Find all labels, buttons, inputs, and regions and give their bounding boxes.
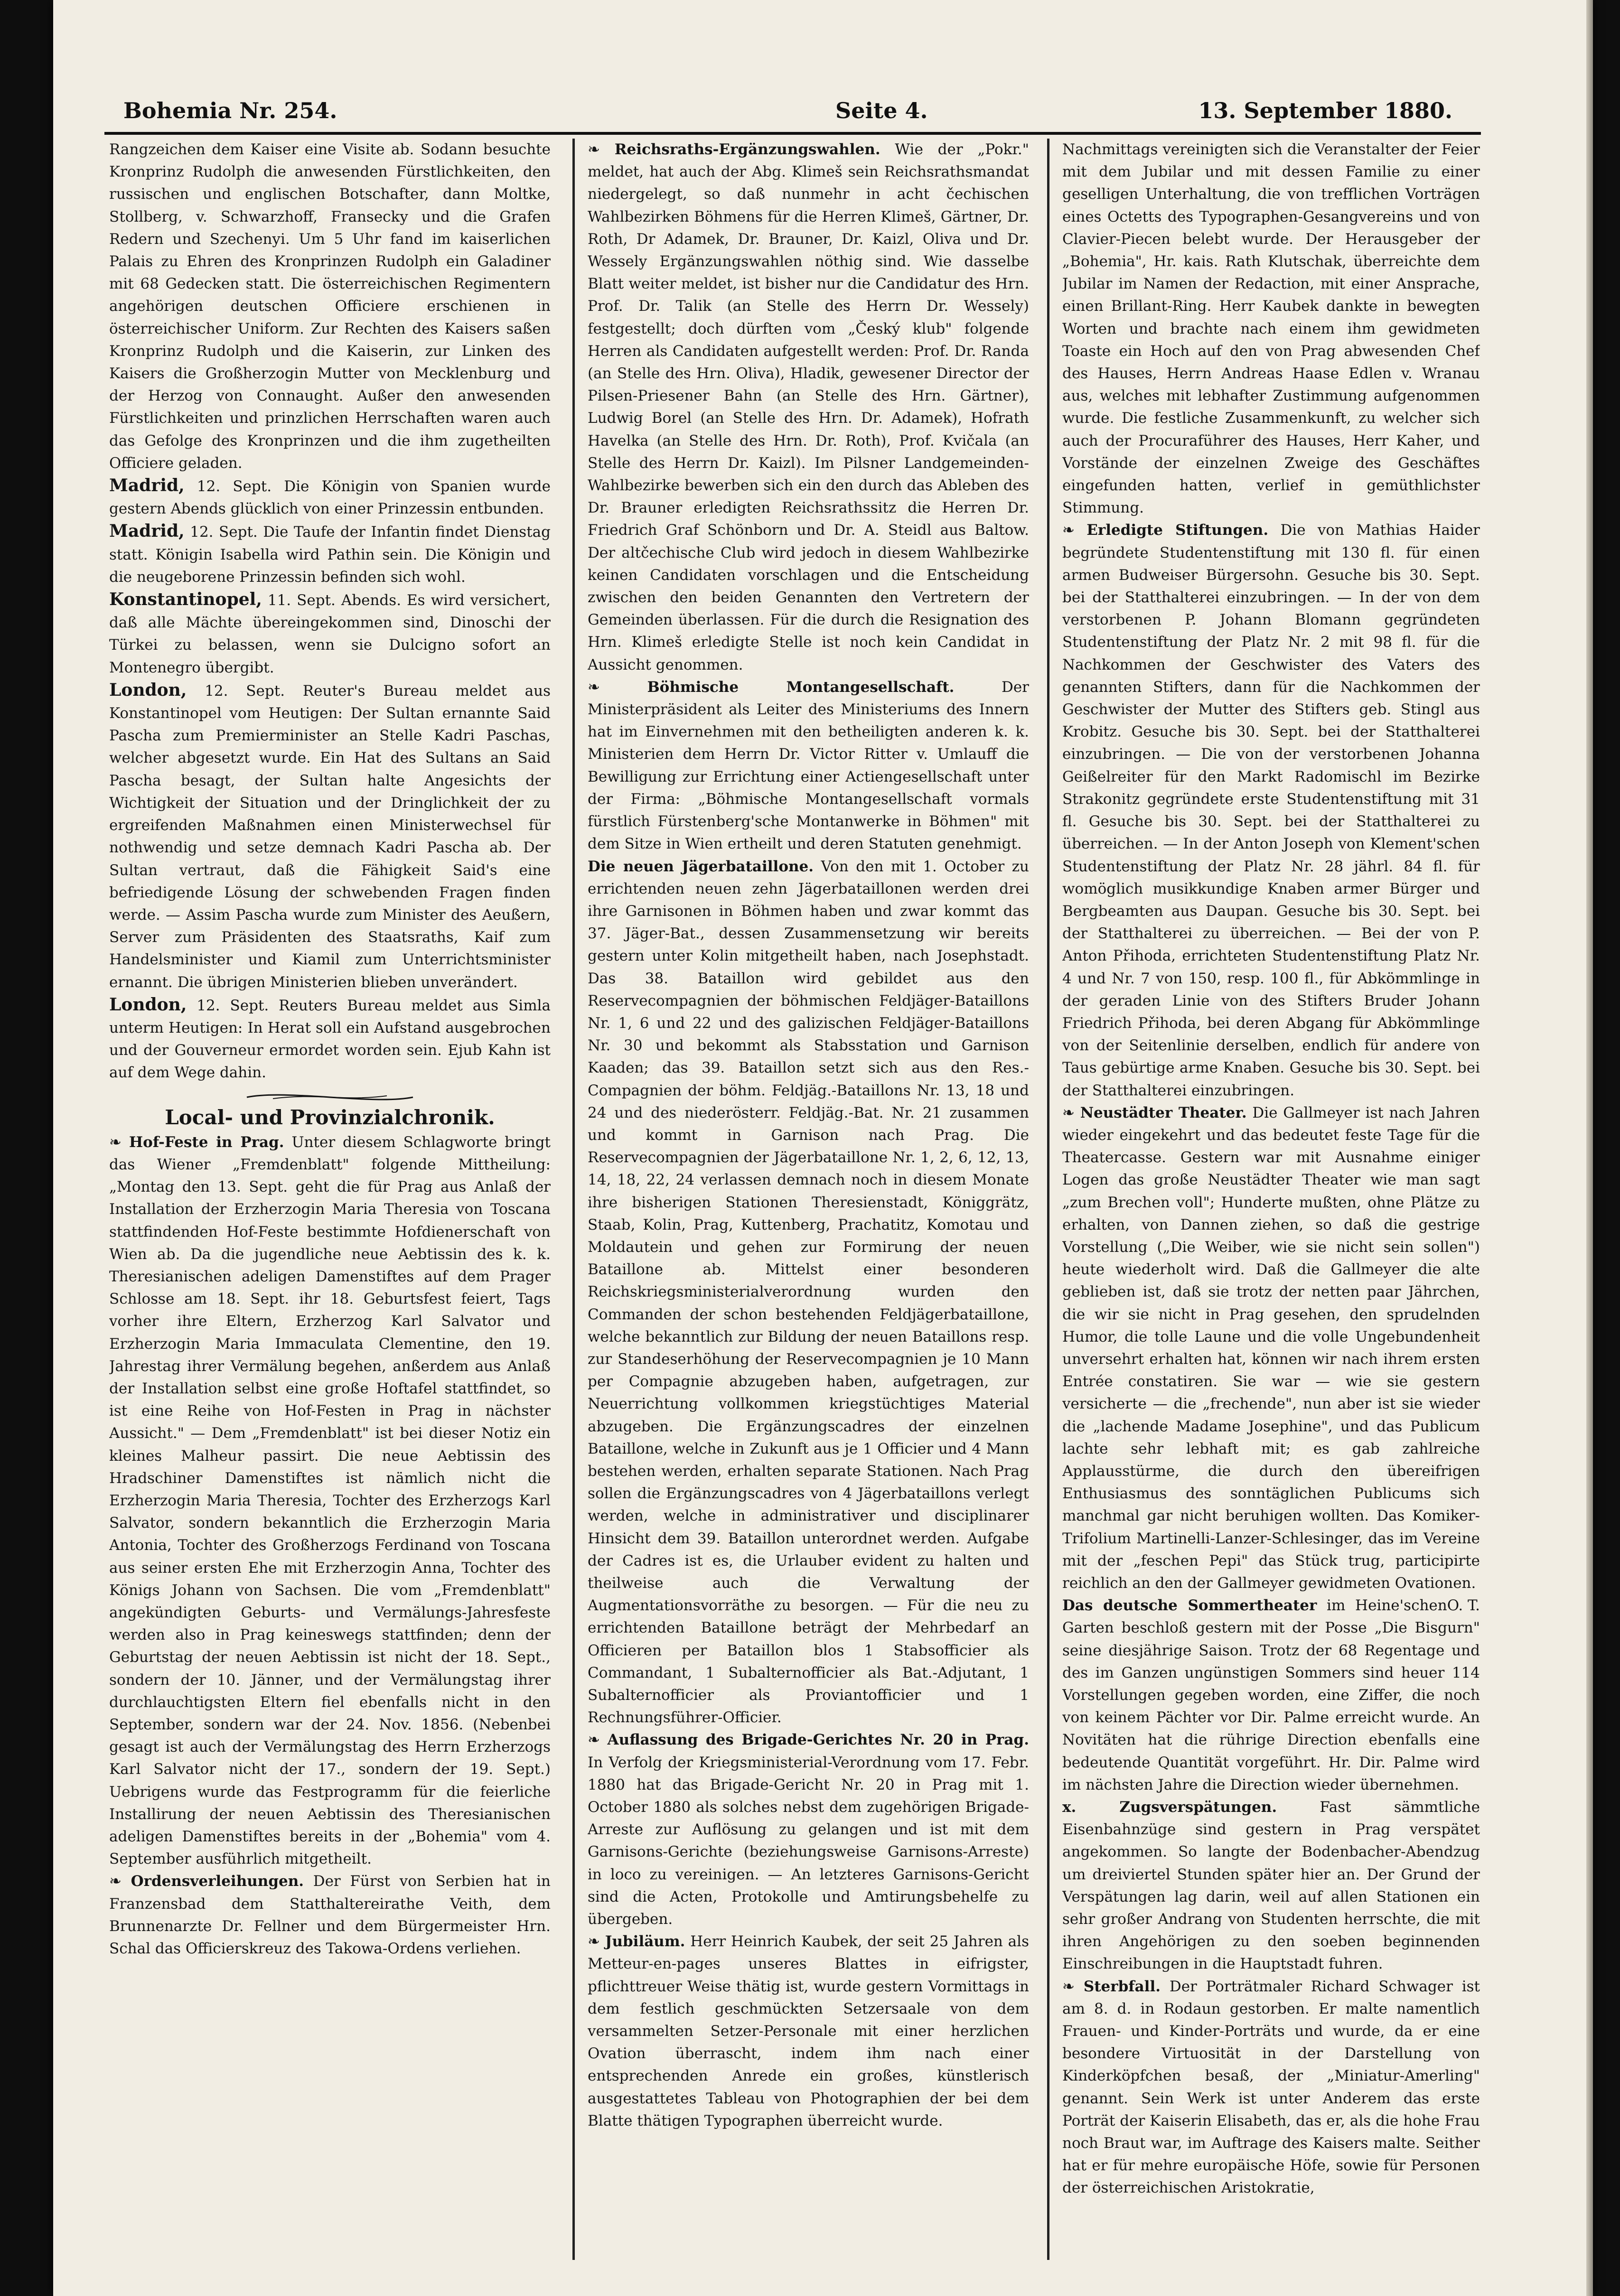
- bullet-mark: ❧: [109, 1133, 122, 1151]
- column-2: [588, 139, 1029, 2260]
- article-heading: Ordensverleihungen.: [131, 1873, 304, 1890]
- article-sterbfall: [1062, 1976, 1480, 2200]
- article-heading: Neustädter Theater.: [1080, 1104, 1247, 1121]
- news-item-madrid-1: [109, 475, 551, 520]
- column-1: [109, 139, 551, 2260]
- article-jubilaeum: [588, 1931, 1029, 2132]
- article-text: Der Fürst von Serbien hat in Franzensbad dem Statthaltereirathe Veith, dem Brunnenarzte Dr. Fellner und dem Bürgermeister Hrn. Schal das Officierskreuz des Takowa-Ordens verliehen.: [109, 1873, 551, 1958]
- article-text: Unter diesem Schlagworte bringt das Wiener „Fremdenblatt" folgende Mittheilung: „Montag den 13. Sept. geht die für Prag aus Anlaß der Installation der Erzherzogin Maria Theresia von Toscana stattfindenden Hof-Feste bestimmte Hofdienerschaft von Wien ab. Da die jugendliche neue Aebtissin des k. k. Theresianischen adeligen Damenstiftes auf dem Prager Schlosse am 18. Sept. ihr 18. Geburtsfest feiert, Tags vorher ihre Eltern, Erzherzog Karl Salvator und Erzherzogin Maria Immaculata Clementine, den 19. Jahrestag ihrer Vermälung begehen, anßerdem aus Anlaß der Installation selbst eine große Hoftafel stattfindet, so ist eine Reihe von Hof-Festen in Prag in nächster Aussicht." — Dem „Fremdenblatt" ist bei dieser Notiz ein kleines Malheur passirt. Die neue Aebtissin des Hradschiner Damenstiftes ist nämlich nicht die Erzherzogin Maria Theresia, Tochter des Erzherzogs Karl Salvator, sondern bekanntlich die Erzherzogin Maria Antonia, Tochter des Großherzogs Ferdinand von Toscana aus seiner ersten Ehe mit Erzherzogin Anna, Tochter des Königs Johann von Sachsen. Die vom „Fremdenblatt" angekündigten Geburts- und Vermälungs-Jahresfeste werden also in Prag keineswegs stattfinden; denn der Geburtstag der neuen Aebtissin ist nicht der 18. Sept., sondern der 10. Jänner, und der Vermälungstag ihrer durchlauchtigsten Eltern fiel ebenfalls nicht in den September, sondern war der 24. Nov. 1856. (Nebenbei gesagt ist auch der Vermälungstag des Herrn Erzherzogs Karl Salvator nicht der 17., sondern der 19. Sept.) Uebrigens wurde das Festprogramm für die feierliche Installirung der neuen Aebtissin des Theresianischen adeligen Damenstiftes bereits in der „Bohemia" vom 4. September ausführlich mitgetheilt.: [109, 1133, 551, 1868]
- news-text: 12. Sept. Die Taufe der Infantin findet Dienstag statt. Königin Isabella wird Pathin sein. Die Königin und die neugeborene Prinzessin befinden sich wohl.: [109, 523, 551, 586]
- article-text: In Verfolg der Kriegsministerial-Verordnung vom 17. Febr. 1880 hat das Brigade-Gericht Nr. 20 in Prag mit 1. October 1880 als solches nebst dem zugehörigen Brigade-Arreste zur Auflösung zu gelangen und ist mit dem Garnisons-Gerichte (beziehungsweise Garnisons-Arreste) in loco zu vereinigen. — An letzteres Garnisons-Gericht sind die Acten, Protokolle und Amtirungsbehelfe zu übergeben.: [588, 1754, 1029, 1928]
- bullet-mark: ❧: [109, 1873, 122, 1890]
- article-text: Wie der „Pokr." meldet, hat auch der Abg. Klimeš sein Reichsrathsmandat niedergelegt, so daß nunmehr in acht čechischen Wahlbezirken Böhmens für die Herren Klimeš, Gärtner, Dr. Roth, Dr Adamek, Dr. Brauner, Dr. Kaizl, Oliva und Dr. Wessely Ergänzungswahlen nöthig sind. Wie dasselbe Blatt weiter meldet, ist bisher nur die Candidatur des Hrn. Prof. Dr. Talik (an Stelle des Herrn Dr. Wessely) festgestellt; doch dürften vom „Český klub" folgende Herren als Candidaten aufgestellt werden: Prof. Dr. Randa (an Stelle des Hrn. Oliva), Hladik, gewesener Director der Pilsen-Priesener Bahn (an Stelle des Hrn. Gärtner), Ludwig Borel (an Stelle des Hrn. Dr. Adamek), Hofrath Havelka (an Stelle des Hrn. Dr. Roth), Prof. Kvičala (an Stelle des Herrn Dr. Kaizl). Im Pilsner Landgemeinden-Wahlbezirke bewerben sich ein den durch das Ableben des Dr. Brauner erledigten Reichsrathssitz die Herren Dr. Friedrich Graf Schönborn und Dr. A. Steidl aus Baltow. Der altčechische Club wird jedoch in diesem Wahlbezirke keinen Candidaten vorschlagen und die Entscheidung zwischen den beiden Genannten den Vertretern der Gemeinden überlassen. Für die durch die Resignation des Hrn. Klimeš erledigte Stelle ist noch kein Candidat in Aussicht genommen.: [588, 141, 1029, 673]
- article-heading: Die neuen Jägerbataillone.: [588, 858, 814, 875]
- article-text: Die von Mathias Haider begründete Studentenstiftung mit 130 fl. für einen armen Budweiser Bürgersohn. Gesuche bis 30. Sept. bei der Statthalterei einzubringen. — In der von dem verstorbenen P. Johann Blomann gegründeten Studentenstiftung der Platz Nr. 2 mit 98 fl. für die Nachkommen der Geschwister des Vaters des genannten Stifters, dann für die Nachkommen der Geschwister der Mutter des Stifters geb. Stingl aus Krobitz. Gesuche bis 30. Sept. bei der Statthalterei einzubringen. — Die von der verstorbenen Johanna Geißelreiter für den Markt Radomischl im Bezirke Strakonitz gegründete erste Studentenstiftung mit 31 fl. Gesuche bis 30. Sept. bei der Statthalterei zu überreichen. — In der Anton Joseph von Klement'schen Studentenstiftung der Platz Nr. 28 jährl. 84 fl. für womöglich musikkundige Knaben armer Bürger und Bergbeamten aus Daupan. Gesuche bis 30. Sept. bei der Statthalterei zu überreichen. — Bei der von P. Anton Přihoda, errichteten Studentenstiftung Platz Nr. 4 und Nr. 7 von 150, resp. 100 fl., für Abkömmlinge in der geraden Linie von des Stifters Bruder Johann Friedrich Přihoda, bei deren Abgang für Abkömmlinge von der Seitenlinie derselben, endlich für andere von Taus gebürtige arme Knaben. Gesuche bis 30. Sept. bei der Statthalterei einzubringen.: [1062, 522, 1480, 1099]
- column-divider-2: [1047, 139, 1049, 2260]
- article-heading: Sterbfall.: [1083, 1978, 1161, 1995]
- dateline-place: Madrid,: [109, 476, 185, 496]
- news-item-london-2: [109, 994, 551, 1084]
- article-text: im Heine'schen Garten beschloß gestern mit der Posse „Die Bisgurn" seine diesjährige Saison. Trotz der 68 Regentage und des im Ganzen ungünstigen Sommers sind heuer 114 Vorstellungen gegeben worden, eine Ziffer, die noch von keinem Pächter vor Dir. Palme erreicht wurde. An Novitäten hat die rührige Direction ebenfalls eine bedeutende Quantität vorgeführt. Hr. Dir. Palme wird im nächsten Jahre die Direction wieder übernehmen.: [1062, 1597, 1480, 1793]
- article-sommertheater: [1062, 1595, 1480, 1796]
- header-rule: [104, 132, 1481, 135]
- article-signature: O. T.: [1447, 1597, 1480, 1615]
- article-ordensverleihungen: [109, 1870, 551, 1960]
- bullet-mark: ❧: [1062, 522, 1075, 539]
- news-text: 12. Sept. Reuter's Bureau meldet aus Konstantinopel vom Heutigen: Der Sultan ernannte Said Pascha zum Premierminister an Stelle Kadri Paschas, welcher abgesetzt wurde. Ein Hat des Sultans an Said Pascha besagt, der Sultan halte Angesichts der Wichtigkeit der Situation und der Dringlichkeit der zu ergreifenden Maßnahmen einen Ministerwechsel für nothwendig und setze demnach Kadri Pascha ab. Der Sultan vertraut, daß die Fähigkeit Said's eine befriedigende Lösung der schwebenden Fragen finden werde. — Assim Pascha wurde zum Minister des Aeußern, Server zum Präsidenten des Staatsraths, Kaif zum Handelsminister und Kiamil zum Unterrichtsminister ernannt. Die übrigen Ministerien blieben unverändert.: [109, 682, 551, 991]
- news-text: 12. Sept. Reuters Bureau meldet aus Simla unterm Heutigen: In Herat soll ein Aufstand ausgebrochen und der Gouverneur ermordet worden sein. Ejub Kahn ist auf dem Wege dahin.: [109, 997, 551, 1082]
- article-heading: Das deutsche Sommertheater: [1062, 1597, 1317, 1615]
- bullet-mark: ❧: [588, 141, 600, 158]
- header-issue: Bohemia Nr. 254.: [123, 98, 337, 123]
- article-text: Von den mit 1. October zu errichtenden neuen zehn Jägerbataillonen werden drei ihre Garnisonen in Böhmen haben und zwar kommt das 37. Jäger-Bat., dessen Zusammensetzung wir bereits gestern unter Kolin mitgetheilt haben, nach Josephstadt. Das 38. Bataillon wird gebildet aus den Reservecompagnien der böhmischen Feldjäger-Bataillons Nr. 1, 6 und 22 und des galizischen Feldjäger-Bataillons Nr. 30 und bekommt als Stabsstation und Garnison Kaaden; das 39. Bataillon setzt sich aus den Res.-Compagnien der böhm. Feldjäg.-Bataillons Nr. 13, 18 und 24 und des niederösterr. Feldjäg.-Bat. Nr. 21 zusammen und kommt in Garnison nach Prag. Die Reservecompagnien der Jägerbataillone Nr. 1, 2, 6, 12, 13, 14, 18, 22, 24 verlassen demnach noch in diesem Monate ihre bisherigen Stationen Theresienstadt, Königgrätz, Staab, Kolin, Prag, Kuttenberg, Prachatitz, Komotau und Moldautein und gehen zur Formirung der neuen Bataillone ab. Mittelst einer besonderen Reichskriegsministerialverordnung wurden den Commanden der schon bestehenden Feldjägerbataillone, welche bekanntlich zur Bildung der neuen Bataillons resp. zur Standeserhöhung der Reservecompagnien je 10 Mann per Compagnie abzugeben haben, aufgetragen, zur Neuerrichtung vollkommen kriegstüchtiges Material abzugeben. Die Ergänzungscadres der einzelnen Bataillone, welche in Zukunft aus je 1 Officier und 4 Mann bestehen werden, erhalten separate Stationen. Nach Prag sollen die Ergänzungscadres von 4 Jägerbataillons verlegt werden, welche in administrativer und disciplinarer Hinsicht dem 39. Bataillon unterordnet werden. Aufgabe der Cadres ist es, die Urlauber evident zu halten und theilweise auch die Verwaltung der Augmentationsvorräthe zu besorgen. — Für die neu zu errichtenden Bataillone beträgt der Mehrbedarf an Officieren per Bataillon blos 1 Stabsofficier als Commandant, 1 Subalternofficier als Bat.-Adjutant, 1 Subalternofficier als Proviantofficier und 1 Rechnungsführer-Officier.: [588, 858, 1029, 1727]
- ornament-swash-icon: [244, 1091, 415, 1103]
- bullet-mark: ❧: [1062, 1978, 1075, 1995]
- article-stiftungen: [1062, 519, 1480, 1101]
- article-heading: Jubiläum.: [605, 1933, 685, 1951]
- article-reichsrath: [588, 139, 1029, 676]
- header-date: 13. September 1880.: [1198, 98, 1452, 123]
- section-title: Local- und Provinzialchronik.: [165, 1105, 495, 1129]
- bullet-mark: ❧: [588, 1933, 600, 1951]
- article-text: Der Ministerpräsident als Leiter des Ministeriums des Innern hat im Einvernehmen mit den betheiligten anderen k. k. Ministerien dem Herrn Dr. Victor Ritter v. Umlauff die Bewilligung zur Errichtung einer Actiengesellschaft unter der Firma: „Böhmische Montangesellschaft vormals fürstlich Fürstenberg'sche Montanwerke in Böhmen" mit dem Sitze in Wien ertheilt und deren Statuten genehmigt.: [588, 678, 1029, 853]
- article-heading: Hof-Feste in Prag.: [129, 1133, 284, 1151]
- bullet-mark: ❧: [588, 1731, 600, 1749]
- article-jaeger: [588, 856, 1029, 1729]
- article-text: Rangzeichen dem Kaiser eine Visite ab. Sodann besuchte Kronprinz Rudolph die anwesenden Fürstlichkeiten, den russischen und englischen Botschafter, dann Moltke, Stollberg, v. Schwarzhoff, Fransecky und die Grafen Redern und Szechenyi. Um 5 Uhr fand im kaiserlichen Palais zu Ehren des Kronprinzen Rudolph ein Galadiner mit 68 Gedecken statt. Die österreichischen Regimentern angehörigen deutschen Officiere erschienen in österreichischer Uniform. Zur Rechten des Kaisers saßen Kronprinz Rudolph und die Kaiserin, zur Linken des Kaisers die Großherzogin Mutter von Mecklenburg und der Herzog von Connaught. Außer den anwesenden Fürstlichkeiten und prinzlichen Herrschaften waren auch das Gefolge des Kronprinzen und die ihm zugetheilten Officiere geladen.: [109, 141, 551, 472]
- article-brigade: [588, 1729, 1029, 1931]
- article-zugsverspaetungen: [1062, 1796, 1480, 1976]
- dateline-place: Madrid,: [109, 521, 185, 541]
- page-edge: [1586, 0, 1593, 2296]
- article-text: Herr Heinrich Kaubek, der seit 25 Jahren als Metteur-en-pages unseres Blattes in eifrigster, pflichttreuer Weise thätig ist, wurde gestern Vormittags in dem festlich geschmückten Setzersaale von dem versammelten Setzer-Personale mit einer herzlichen Ovation überrascht, indem ihm nach einer entsprechenden Anrede ein großes, künstlerisch ausgestattetes Tableau von Photographien der bei dem Blatte thätigen Typographen überreicht wurde.: [588, 1933, 1029, 2129]
- article-heading: Reichsraths-Ergänzungswahlen.: [614, 141, 880, 158]
- dateline-place: Konstantinopel,: [109, 589, 262, 610]
- header-page-number: Seite 4.: [835, 98, 928, 123]
- dateline-place: London,: [109, 680, 187, 700]
- article-heading: Böhmische Montangesellschaft.: [647, 678, 955, 696]
- article-text: Nachmittags vereinigten sich die Veranstalter der Feier mit dem Jubilar und mit dessen Familie zu einer geselligen Unterhaltung, die von trefflichen Vorträgen eines Octetts des Typographen-Gesangvereins und von Clavier-Piecen belebt wurde. Der Herausgeber der „Bohemia", Hr. kais. Rath Klutschak, überreichte dem Jubilar im Namen der Redaction, mit einer Ansprache, einen Brillant-Ring. Herr Kaubek dankte in bewegten Worten und brachte nach einem ihm gewidmeten Toaste ein Hoch auf den von Prag abwesenden Chef des Hauses, Herrn Andreas Haase Edlen v. Wranau aus, welches mit lebhafter Zustimmung aufgenommen wurde. Die festliche Zusammenkunft, zu welcher sich auch der Procuraführer des Hauses, Herr Kaher, und Vorstände der einzelnen Zweige des Geschäftes eingefunden hatten, verlief in gemüthlichster Stimmung.: [1062, 141, 1480, 517]
- article-heading: x. Zugsverspätungen.: [1062, 1799, 1277, 1816]
- bullet-mark: ❧: [1062, 1104, 1075, 1121]
- column-divider-1: [572, 139, 575, 2260]
- news-item-london-1: [109, 679, 551, 994]
- news-item-madrid-2: [109, 520, 551, 588]
- news-text: 11. Sept. Abends. Es wird versichert, daß alle Mächte übereingekommen sind, Dinoschi der Türkei zu belassen, wenn sie Dulcigno sofort an Montenegro übergibt.: [109, 592, 551, 676]
- article-heading: Erledigte Stiftungen.: [1086, 522, 1269, 539]
- article-montan: [588, 676, 1029, 856]
- bullet-mark: ❧: [588, 678, 600, 696]
- page-header: [104, 98, 1471, 131]
- article-hof-feste: [109, 1131, 551, 1871]
- article-heading: Auflassung des Brigade-Gerichtes Nr. 20 in Prag.: [607, 1731, 1029, 1749]
- article-text: Fast sämmtliche Eisenbahnzüge sind gestern in Prag verspätet angekommen. So langte der Bodenbacher-Abendzug um dreiviertel Stunden später hier an. Der Grund der Verspätungen lag darin, weil auf allen Stationen ein sehr großer Andrang von Studenten herrschte, die mit ihren Angehörigen zu den soeben beginnenden Einschreibungen in die Hauptstadt fuhren.: [1062, 1799, 1480, 1973]
- article-text: Die Gallmeyer ist nach Jahren wieder eingekehrt und das bedeutet feste Tage für die Theatercasse. Gestern war mit Ausnahme einiger Logen das große Neustädter Theater wie man sagt „zum Brechen voll"; Hunderte mußten, ohne Plätze zu erhalten, von Dannen ziehen, so daß die gestrige Vorstellung („Die Weiber, wie sie nicht sein sollen") heute wiederholt wird. Daß die Gallmeyer die alte geblieben ist, daß sie trotz der netten paar Jährchen, die wir sie nicht in Prag gesehen, den sprudelnden Humor, die tolle Laune und die volle Ungebundenheit unversehrt erhalten hat, können wir nach ihrem ersten Entrée constatiren. Sie war — wie sie gestern versicherte — die „frechende", nun aber ist sie wieder die „lachende Madame Josephine", und das Publicum lachte sehr lebhaft mit; es gab zahlreiche Applausstürme, die durch den übereifrigen Enthusiasmus des sonntäglichen Publicums sich manchmal gar nicht beruhigen wollten. Das Komiker-Trifolium Martinelli-Lanzer-Schlesinger, das im Vereine mit der „feschen Pepi" das Stück trug, participirte reichlich an den der Gallmeyer gewidmeten Ovationen.: [1062, 1104, 1480, 1592]
- column-3: [1062, 139, 1480, 2260]
- news-item-konstantinopel: [109, 588, 551, 679]
- news-text: 12. Sept. Die Königin von Spanien wurde gestern Abends glücklich von einer Prinzessin entbunden.: [109, 478, 551, 518]
- article-text: Der Porträtmaler Richard Schwager ist am 8. d. in Rodaun gestorben. Er malte namentlich Frauen- und Kinder-Porträts und wurde, da er eine besondere Virtuosität in der Darstellung von Kinderköpfchen besaß, der „Miniatur-Amerling" genannt. Sein Werk ist unter Anderem das erste Porträt der Kaiserin Elisabeth, das er, als die hohe Frau noch Braut war, im Auftrage des Kaisers malte. Seither hat er für mehre europäische Höfe, sowie für Personen der österreichischen Aristokratie,: [1062, 1978, 1480, 2197]
- dateline-place: London,: [109, 994, 187, 1015]
